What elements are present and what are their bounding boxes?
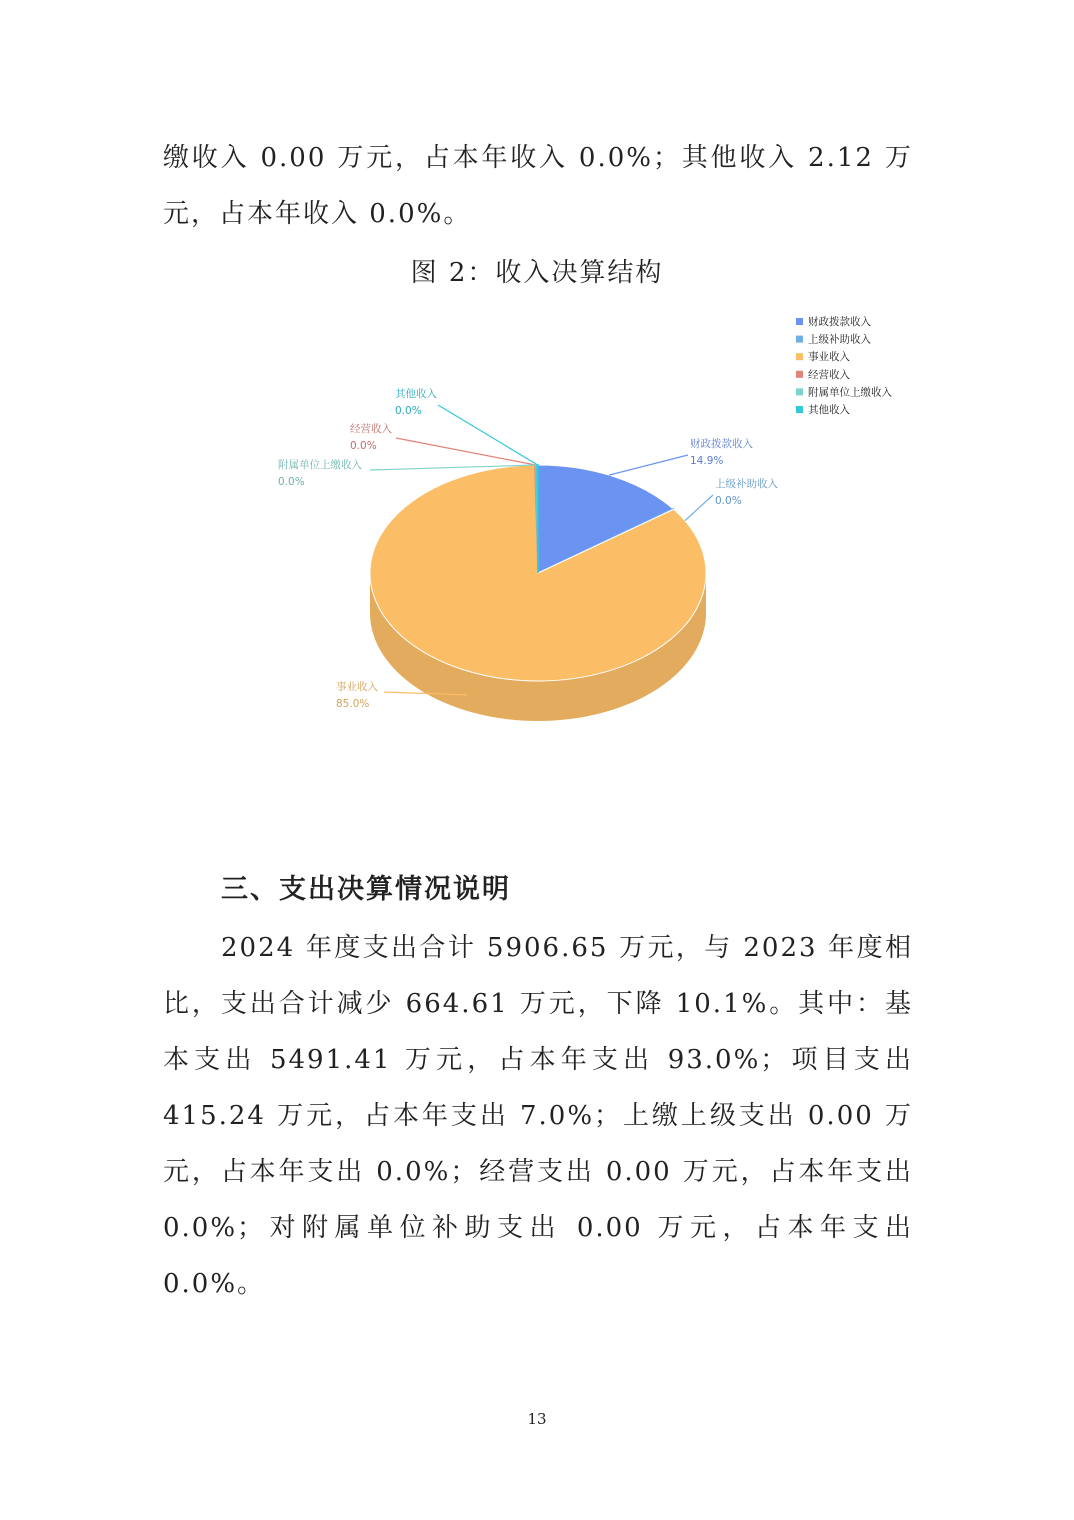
paragraph-expense-summary: 2024 年度支出合计 5906.65 万元，与 2023 年度相比，支出合计减少 664.61 万元，下降 10.1%。其中：基本支出 5491.41 万元，占本年支出 93.0%；项目支出 415.24 万元，占本年支出 7.0%；上缴上级支出 0.00 万元，占本年支出 0.0%；经营支出 0.00 万元，占本年支出 0.0%；对附属单位补助支出 0.00 万元，占本年支出 0.0%。 xyxy=(163,933,913,1299)
slice-label-上级补助收入: 上级补助收入 xyxy=(715,478,778,490)
legend-swatch-附属单位上缴收入 xyxy=(796,388,803,395)
leader-line-上级补助收入 xyxy=(685,495,713,521)
leader-line-财政拨款收入 xyxy=(609,455,688,475)
legend-swatch-事业收入 xyxy=(796,353,803,360)
figure-caption: 图 2：收入决算结构 xyxy=(410,258,664,288)
legend-swatch-财政拨款收入 xyxy=(796,318,803,325)
slice-percent-事业收入: 85.0% xyxy=(336,698,370,710)
slice-label-财政拨款收入: 财政拨款收入 xyxy=(690,438,753,450)
legend-swatch-其他收入 xyxy=(796,406,803,413)
slice-label-其他收入: 其他收入 xyxy=(395,388,437,400)
chart-legend xyxy=(796,315,892,416)
slice-percent-其他收入: 0.0% xyxy=(395,405,422,417)
slice-label-附属单位上缴收入: 附属单位上缴收入 xyxy=(278,459,362,471)
slice-label-经营收入: 经营收入 xyxy=(350,423,392,435)
slice-percent-经营收入: 0.0% xyxy=(350,440,377,452)
slice-label-事业收入: 事业收入 xyxy=(336,681,378,693)
slice-percent-上级补助收入: 0.0% xyxy=(715,495,742,507)
legend-swatch-上级补助收入 xyxy=(796,336,803,343)
legend-label-经营收入: 经营收入 xyxy=(808,368,850,381)
legend-swatch-经营收入 xyxy=(796,371,803,378)
legend-label-事业收入: 事业收入 xyxy=(808,351,850,364)
pie-top-layer xyxy=(370,465,706,681)
income-structure-pie-chart xyxy=(260,300,920,740)
legend-label-其他收入: 其他收入 xyxy=(808,404,850,416)
page-number: 13 xyxy=(527,1410,547,1428)
slice-percent-财政拨款收入: 14.9% xyxy=(690,455,724,467)
pie-slice-其他收入 xyxy=(537,465,538,573)
section-heading: 三、支出决算情况说明 xyxy=(221,874,511,905)
paragraph-income-continued: 缴收入 0.00 万元，占本年收入 0.0%；其他收入 2.12 万元，占本年收入 0.0%。 xyxy=(163,143,913,229)
legend-label-上级补助收入: 上级补助收入 xyxy=(808,333,871,346)
legend-label-财政拨款收入: 财政拨款收入 xyxy=(808,316,871,328)
legend-label-附属单位上缴收入: 附属单位上缴收入 xyxy=(808,386,892,399)
slice-percent-附属单位上缴收入: 0.0% xyxy=(278,476,305,488)
